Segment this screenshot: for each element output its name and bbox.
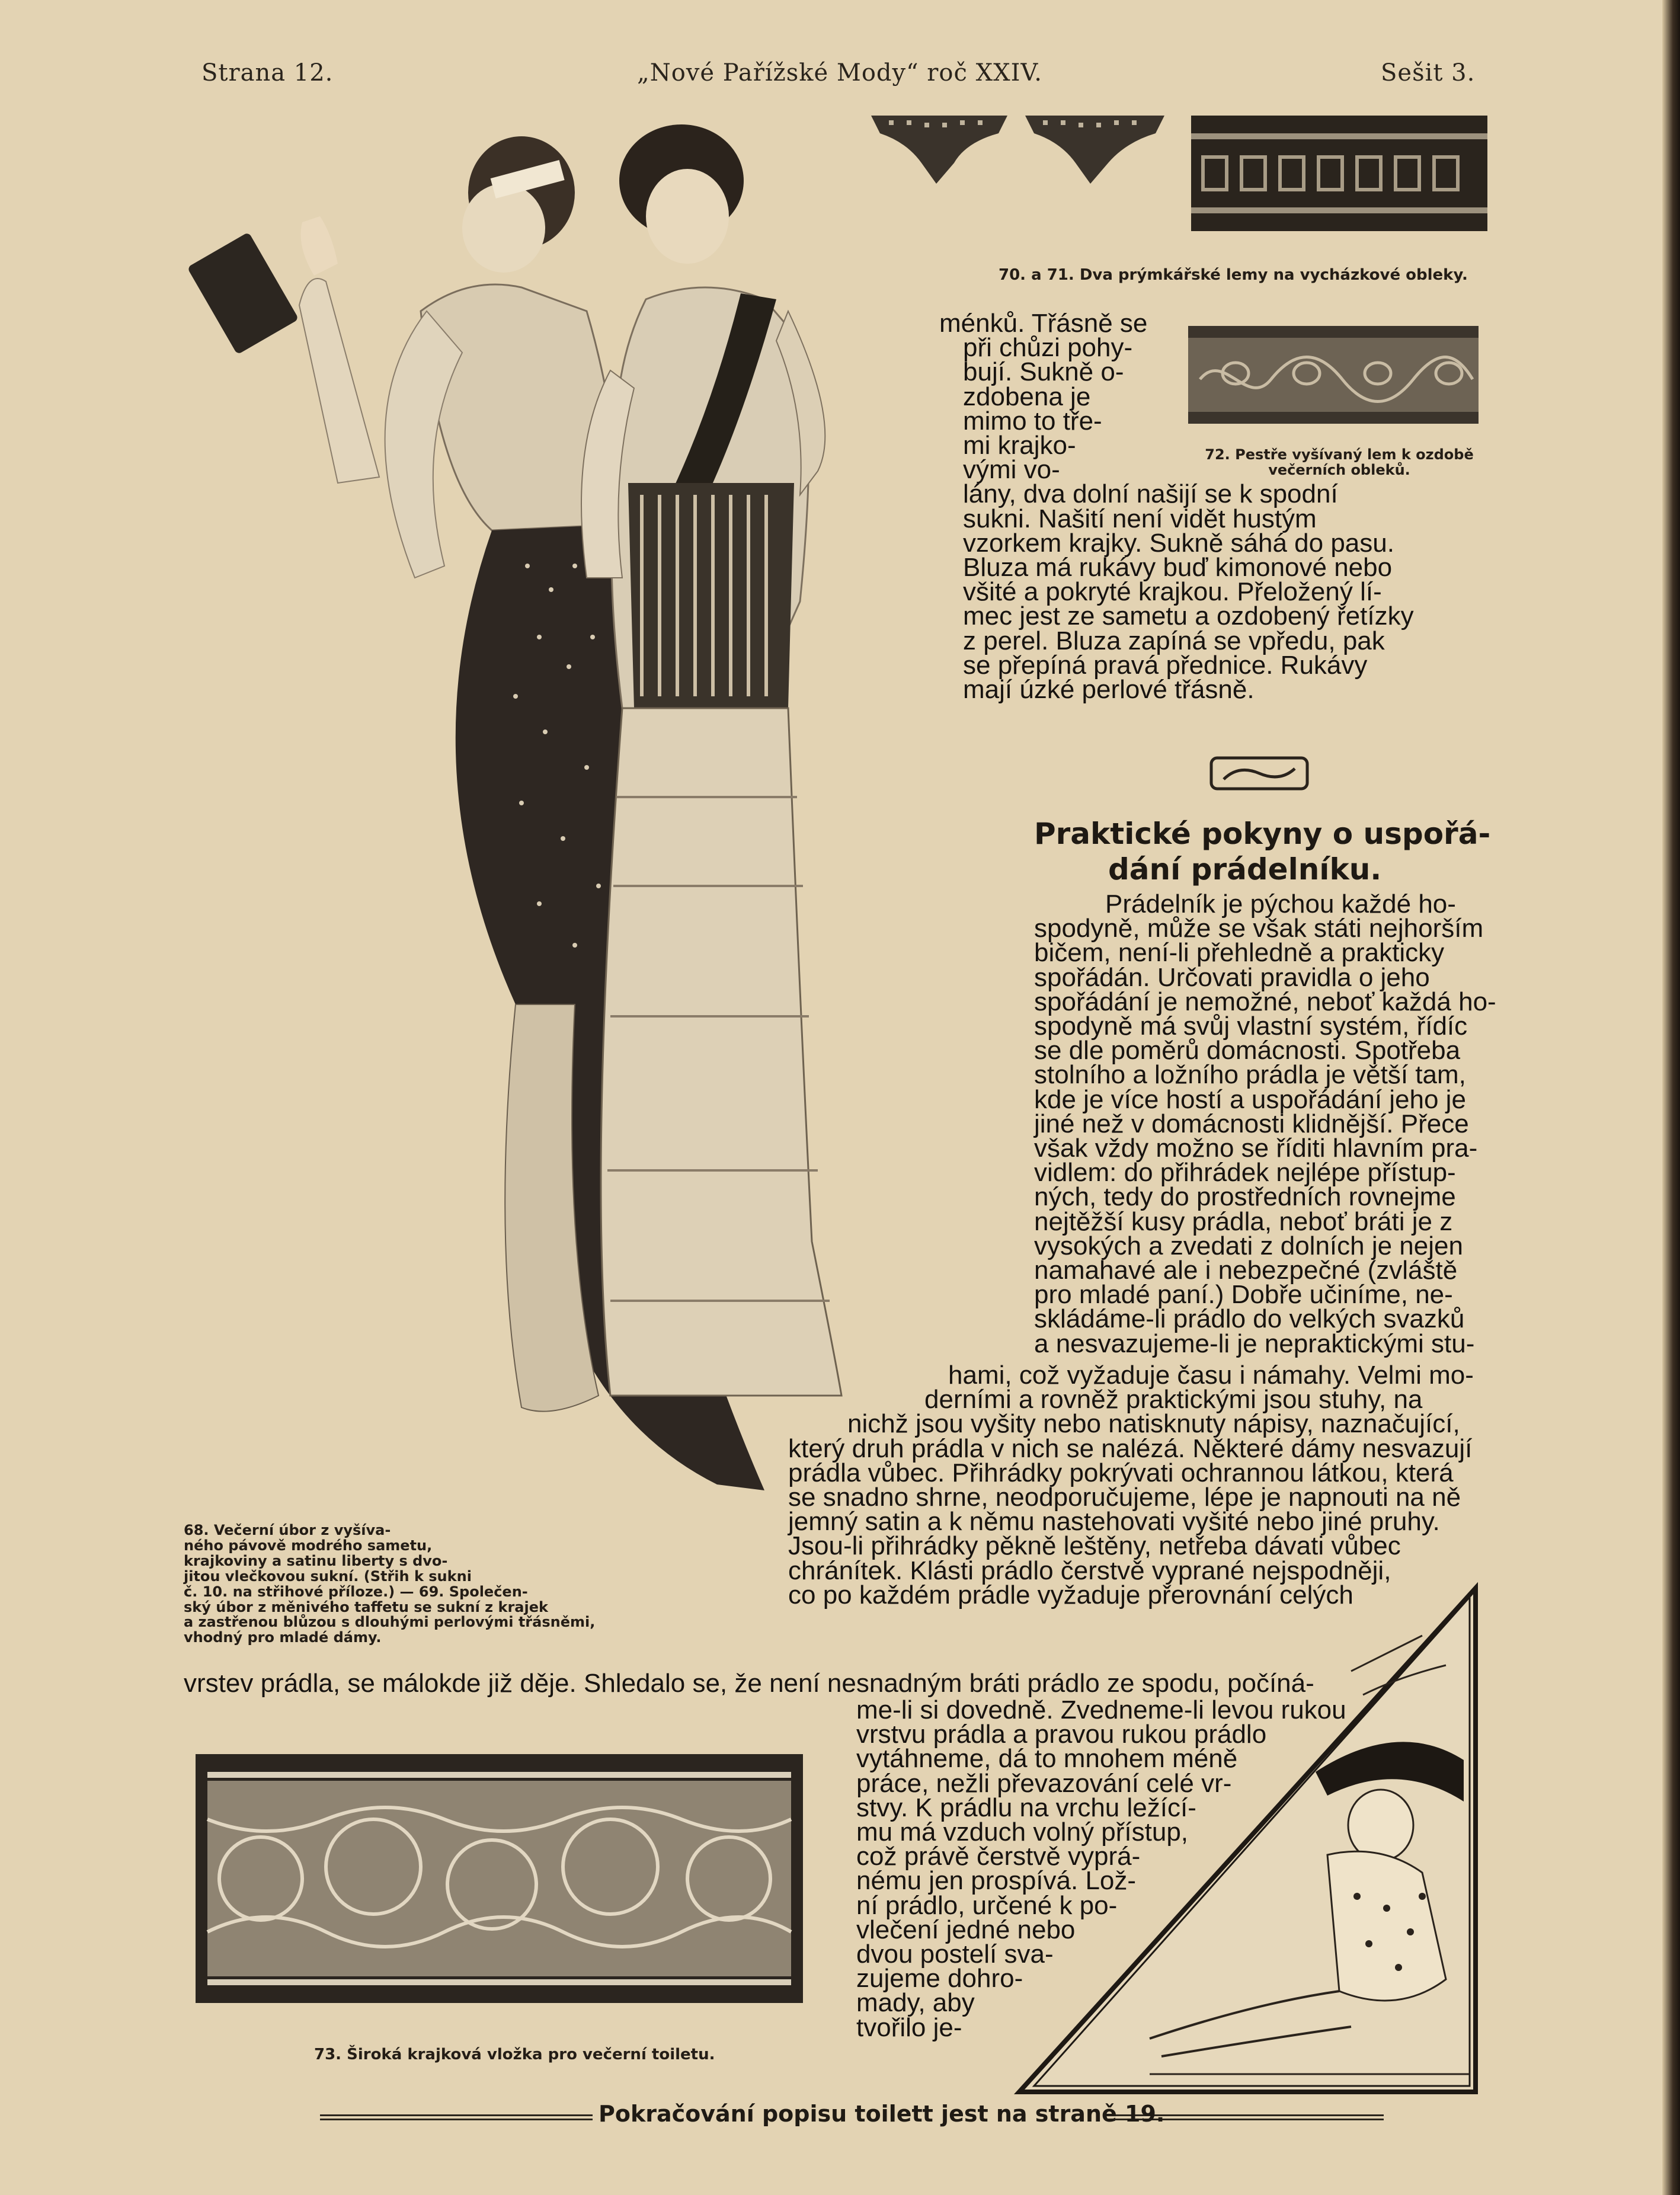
- caption-73: 73. Široká krajková vložka pro večerní toiletu.: [314, 2046, 715, 2063]
- caption-68-69-line: 68. Večerní úbor z vyšíva-: [184, 1522, 391, 1538]
- text-line: vrstev prádla, se málokde již děje. Shledalo se, že není nesnadným bráti prádlo ze spodu, počíná-: [184, 1669, 1314, 1698]
- text-line: chránítek. Klásti prádlo čerstvě vyprané nejspodněji,: [788, 1556, 1391, 1585]
- text-line: mady, aby: [856, 1988, 975, 2018]
- text-line: jiné než v domácnosti klidnější. Přece: [1034, 1109, 1469, 1138]
- text-line: vytáhneme, dá to mnohem méně: [856, 1744, 1238, 1774]
- text-line: zujeme dohro-: [856, 1964, 1023, 1994]
- decorative-ornament-icon: [1209, 756, 1310, 791]
- text-line: vými vo-: [963, 455, 1060, 485]
- text-line: vidlem: do přihrádek nejlépe přístup-: [1034, 1158, 1456, 1188]
- text-line: spodyně má svůj vlastní systém, řídíc: [1034, 1012, 1468, 1041]
- text-line: jemný satin a k němu nastehovati vyšité nebo jiné pruhy.: [788, 1507, 1440, 1537]
- text-line: nichž jsou vyšity nebo natisknuty nápisy, naznačující,: [847, 1409, 1460, 1439]
- text-line: Bluza má rukávy buď kimonové nebo: [963, 553, 1393, 583]
- text-line: skládáme-li prádlo do velkých svazků: [1034, 1304, 1465, 1334]
- page-binding-edge: [1662, 0, 1680, 2195]
- text-line: mají úzké perlové třásně.: [963, 675, 1255, 705]
- dress-description-text: [939, 309, 1484, 705]
- text-line: stvy. K prádlu na vrchu ležící-: [856, 1793, 1196, 1822]
- caption-68-69-line: a zastřenou blůzou s dlouhými perlovými třásněmi,: [184, 1614, 596, 1631]
- caption-68-69-line: jitou vlečkovou sukní. (Střih k sukni: [184, 1567, 472, 1585]
- page-number: Strana 12.: [201, 59, 334, 87]
- text-line: pro mladé paní.) Dobře učiníme, ne-: [1034, 1280, 1453, 1310]
- issue-number: Sešit 3.: [1381, 59, 1476, 87]
- text-line: ní prádlo, určené k po-: [856, 1890, 1118, 1920]
- text-line: mec jest ze sametu a ozdobený řetízky: [963, 601, 1414, 631]
- text-line: vysokých a zvedati z dolních je nejen: [1034, 1231, 1463, 1260]
- text-line: Prádelník je pýchou každé ho-: [1105, 889, 1456, 919]
- magazine-title: „Nové Pařížské Mody“ roč XXIV.: [637, 59, 1042, 87]
- caption-68-69-line: ného pávově modrého sametu,: [184, 1537, 433, 1554]
- text-line: derními a rovněž praktickými jsou stuhy, na: [924, 1385, 1423, 1415]
- text-line: však vždy možno se říditi hlavním pra-: [1034, 1134, 1478, 1163]
- text-line: Jsou-li přihrádky pěkně leštěny, netřeba dávati vůbec: [788, 1531, 1401, 1561]
- heading-line: dání prádelníku.: [1108, 852, 1382, 887]
- text-line: se dle poměrů domácnosti. Spotřeba: [1034, 1036, 1461, 1065]
- footer-rule-left: [320, 2114, 593, 2120]
- text-line: vrstvu prádla a pravou rukou prádlo: [856, 1720, 1267, 1749]
- text-line: lány, dva dolní našijí se k spodní: [963, 479, 1338, 509]
- caption-68-69-line: č. 10. na střihové příloze.) — 69. Společen-: [184, 1583, 528, 1600]
- text-line: sukni. Našití není vidět hustým: [963, 504, 1317, 533]
- text-line: z perel. Bluza zapíná se vpředu, pak: [963, 626, 1385, 655]
- caption-68-69-line: krajkoviny a satinu liberty s dvo-: [184, 1552, 448, 1569]
- text-line: vlečení jedné nebo: [856, 1915, 1076, 1944]
- text-line: tvořilo je-: [856, 2012, 962, 2042]
- caption-68-69: [184, 1523, 595, 1646]
- article-heading: [1034, 816, 1490, 887]
- text-line: prádla vůbec. Přihrádky pokrývati ochrannou látkou, která: [788, 1458, 1454, 1487]
- caption-72-line: 72. Pestře vyšívaný lem k ozdobě: [1205, 446, 1474, 463]
- text-line: spořádán. Určovati pravidla o jeho: [1034, 962, 1430, 992]
- text-line: při chůzi pohy-: [963, 333, 1133, 363]
- text-line: namahavé ale i nebezpečné (zvláště: [1034, 1256, 1458, 1285]
- vignette-woman-illustration: [972, 1564, 1505, 2116]
- text-line: mimo to tře-: [963, 406, 1102, 436]
- footer-continuation-note: Pokračování popisu toilett jest na straně 19.: [599, 2101, 1165, 2127]
- article-body-right-column: [1034, 889, 1496, 1358]
- caption-68-69-line: ský úbor z měnivého taffetu se sukní z krajek: [184, 1598, 548, 1615]
- text-line: což právě čerstvě vyprá-: [856, 1842, 1141, 1871]
- caption-72-line: večerních obleků.: [1268, 461, 1410, 478]
- text-line: který druh prádla v nich se nalézá. Některé dámy nesvazují: [788, 1434, 1473, 1463]
- lace-insert-illustration-73: [196, 1754, 803, 2003]
- text-line: bují. Sukně o-: [963, 357, 1124, 387]
- text-line: spodyně, může se však státi nejhorším: [1034, 914, 1484, 943]
- text-line: bičem, není-li přehledně a prakticky: [1034, 938, 1445, 968]
- text-line: všité a pokryté krajkou. Přeložený lí-: [963, 577, 1382, 607]
- text-line: dvou postelí sva-: [856, 1940, 1054, 1969]
- text-line: stolního a ložního prádla je větší tam,: [1034, 1060, 1466, 1090]
- text-line: spořádání je nemožné, neboť každá ho-: [1034, 987, 1496, 1016]
- text-line: co po každém prádle vyžaduje přerovnání celých: [788, 1580, 1353, 1610]
- text-line: kde je více hostí a uspořádání jeho je: [1034, 1084, 1466, 1114]
- text-line: mi krajko-: [963, 431, 1076, 460]
- heading-line: Praktické pokyny o uspořá-: [1034, 817, 1491, 851]
- text-line: hami, což vyžaduje času i námahy. Velmi mo-: [948, 1361, 1474, 1390]
- text-line: nému jen prospívá. Lož-: [856, 1866, 1137, 1896]
- text-line: me-li si dovedně. Zvedneme-li levou rukou: [856, 1695, 1346, 1724]
- text-line: se snadno shrne, neodporučujeme, lépe je napnouti na ně: [788, 1483, 1461, 1512]
- text-line: nejtěžší kusy prádla, neboť bráti je z: [1034, 1207, 1453, 1236]
- text-line: zdobena je: [963, 382, 1091, 411]
- text-line: práce, nežli převazování celé vr-: [856, 1768, 1232, 1798]
- trim-illustration-71: [1191, 116, 1487, 231]
- text-line: a nesvazujeme-li je nepraktickými stu-: [1034, 1329, 1475, 1358]
- text-line: vzorkem krajky. Sukně sáhá do pasu.: [963, 528, 1394, 558]
- text-line: ménků. Třásně se: [939, 309, 1148, 338]
- caption-70-71: 70. a 71. Dva prýmkářské lemy na vycházkové obleky.: [999, 266, 1468, 284]
- text-line: mu má vzduch volný přístup,: [856, 1818, 1189, 1847]
- text-line: ných, tedy do prostředních rovnejme: [1034, 1182, 1456, 1212]
- text-line: se přepíná pravá přednice. Rukávy: [963, 650, 1368, 680]
- caption-68-69-line: vhodný pro mladé dámy.: [184, 1629, 382, 1646]
